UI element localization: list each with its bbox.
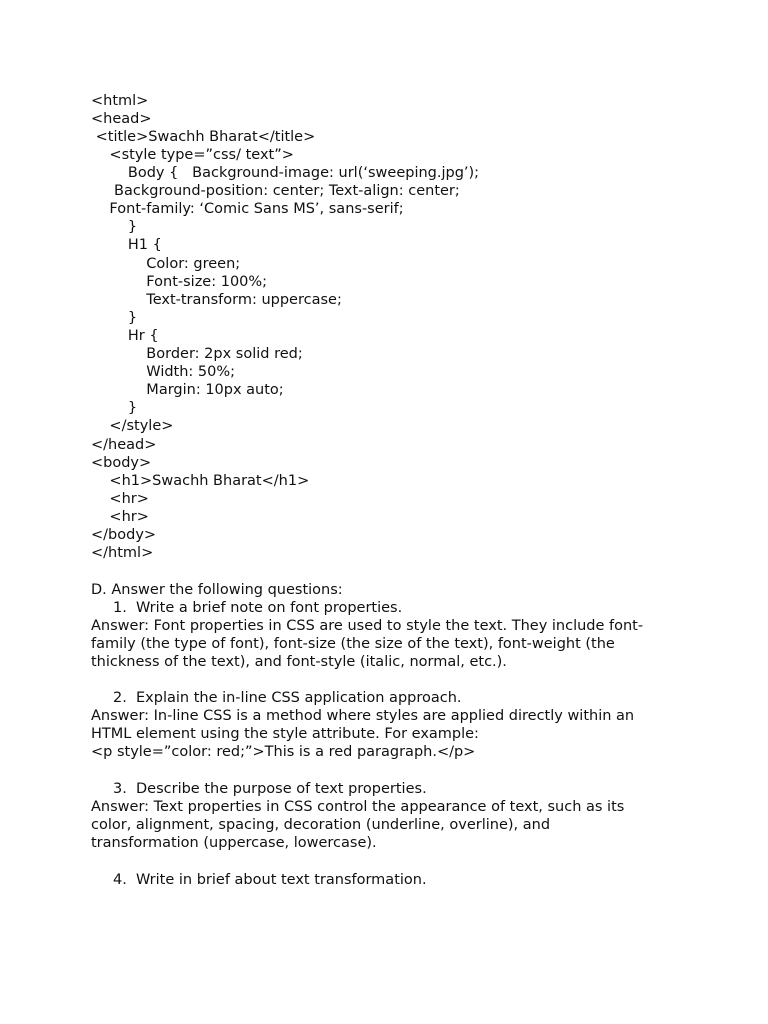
question-text: Explain the in-line CSS application approach. (136, 690, 462, 706)
answer-line: transformation (uppercase, lowercase). (91, 835, 377, 851)
answer-line: thickness of the text), and font-style (italic, normal, etc.). (91, 654, 507, 670)
code-line: <html> (91, 93, 149, 109)
code-line: </html> (91, 545, 154, 561)
code-line: Color: green; (91, 256, 241, 272)
code-line: </body> (91, 527, 157, 543)
question-number: 1. (113, 600, 127, 616)
code-line: Font-family: ‘Comic Sans MS’, sans-serif; (91, 201, 404, 217)
question-number: 4. (113, 872, 127, 888)
code-line: Margin: 10px auto; (91, 382, 284, 398)
code-line: <h1>Swachh Bharat</h1> (91, 473, 310, 489)
code-line: <hr> (91, 491, 149, 507)
code-line: </head> (91, 437, 157, 453)
question-text: Describe the purpose of text properties. (136, 781, 427, 797)
code-line: } (91, 400, 138, 416)
code-line: </style> (91, 418, 174, 434)
question-number: 3. (113, 781, 127, 797)
code-line: Text-transform: uppercase; (91, 292, 342, 308)
code-line: <hr> (91, 509, 149, 525)
code-line: Background-position: center; Text-align: center; (91, 183, 460, 199)
section-heading: D. Answer the following questions: (91, 582, 343, 598)
code-line: } (91, 219, 138, 235)
code-line: Body { Background-image: url(‘sweeping.jpg’); (91, 165, 480, 181)
question-text: Write a brief note on font properties. (136, 600, 403, 616)
code-line: Width: 50%; (91, 364, 236, 380)
answer-line: family (the type of font), font-size (the size of the text), font-weight (the (91, 636, 615, 652)
code-line: <head> (91, 111, 152, 127)
code-line: <body> (91, 455, 152, 471)
code-line: Border: 2px solid red; (91, 346, 303, 362)
code-line: } (91, 310, 138, 326)
code-line: Font-size: 100%; (91, 274, 268, 290)
code-line: <title>Swachh Bharat</title> (91, 129, 316, 145)
question-number: 2. (113, 690, 127, 706)
answer-line: Answer: Text properties in CSS control the appearance of text, such as its (91, 799, 625, 815)
code-line: <style type=”css/ text”> (91, 147, 294, 163)
question-text: Write in brief about text transformation. (136, 872, 427, 888)
answer-line: color, alignment, spacing, decoration (underline, overline), and (91, 817, 551, 833)
code-line: Hr { (91, 328, 159, 344)
answer-line: HTML element using the style attribute. For example: (91, 726, 479, 742)
answer-line: Answer: Font properties in CSS are used to style the text. They include font- (91, 618, 644, 634)
code-line: H1 { (91, 237, 162, 253)
answer-line: <p style=”color: red;”>This is a red paragraph.</p> (91, 744, 476, 760)
answer-line: Answer: In-line CSS is a method where styles are applied directly within an (91, 708, 635, 724)
